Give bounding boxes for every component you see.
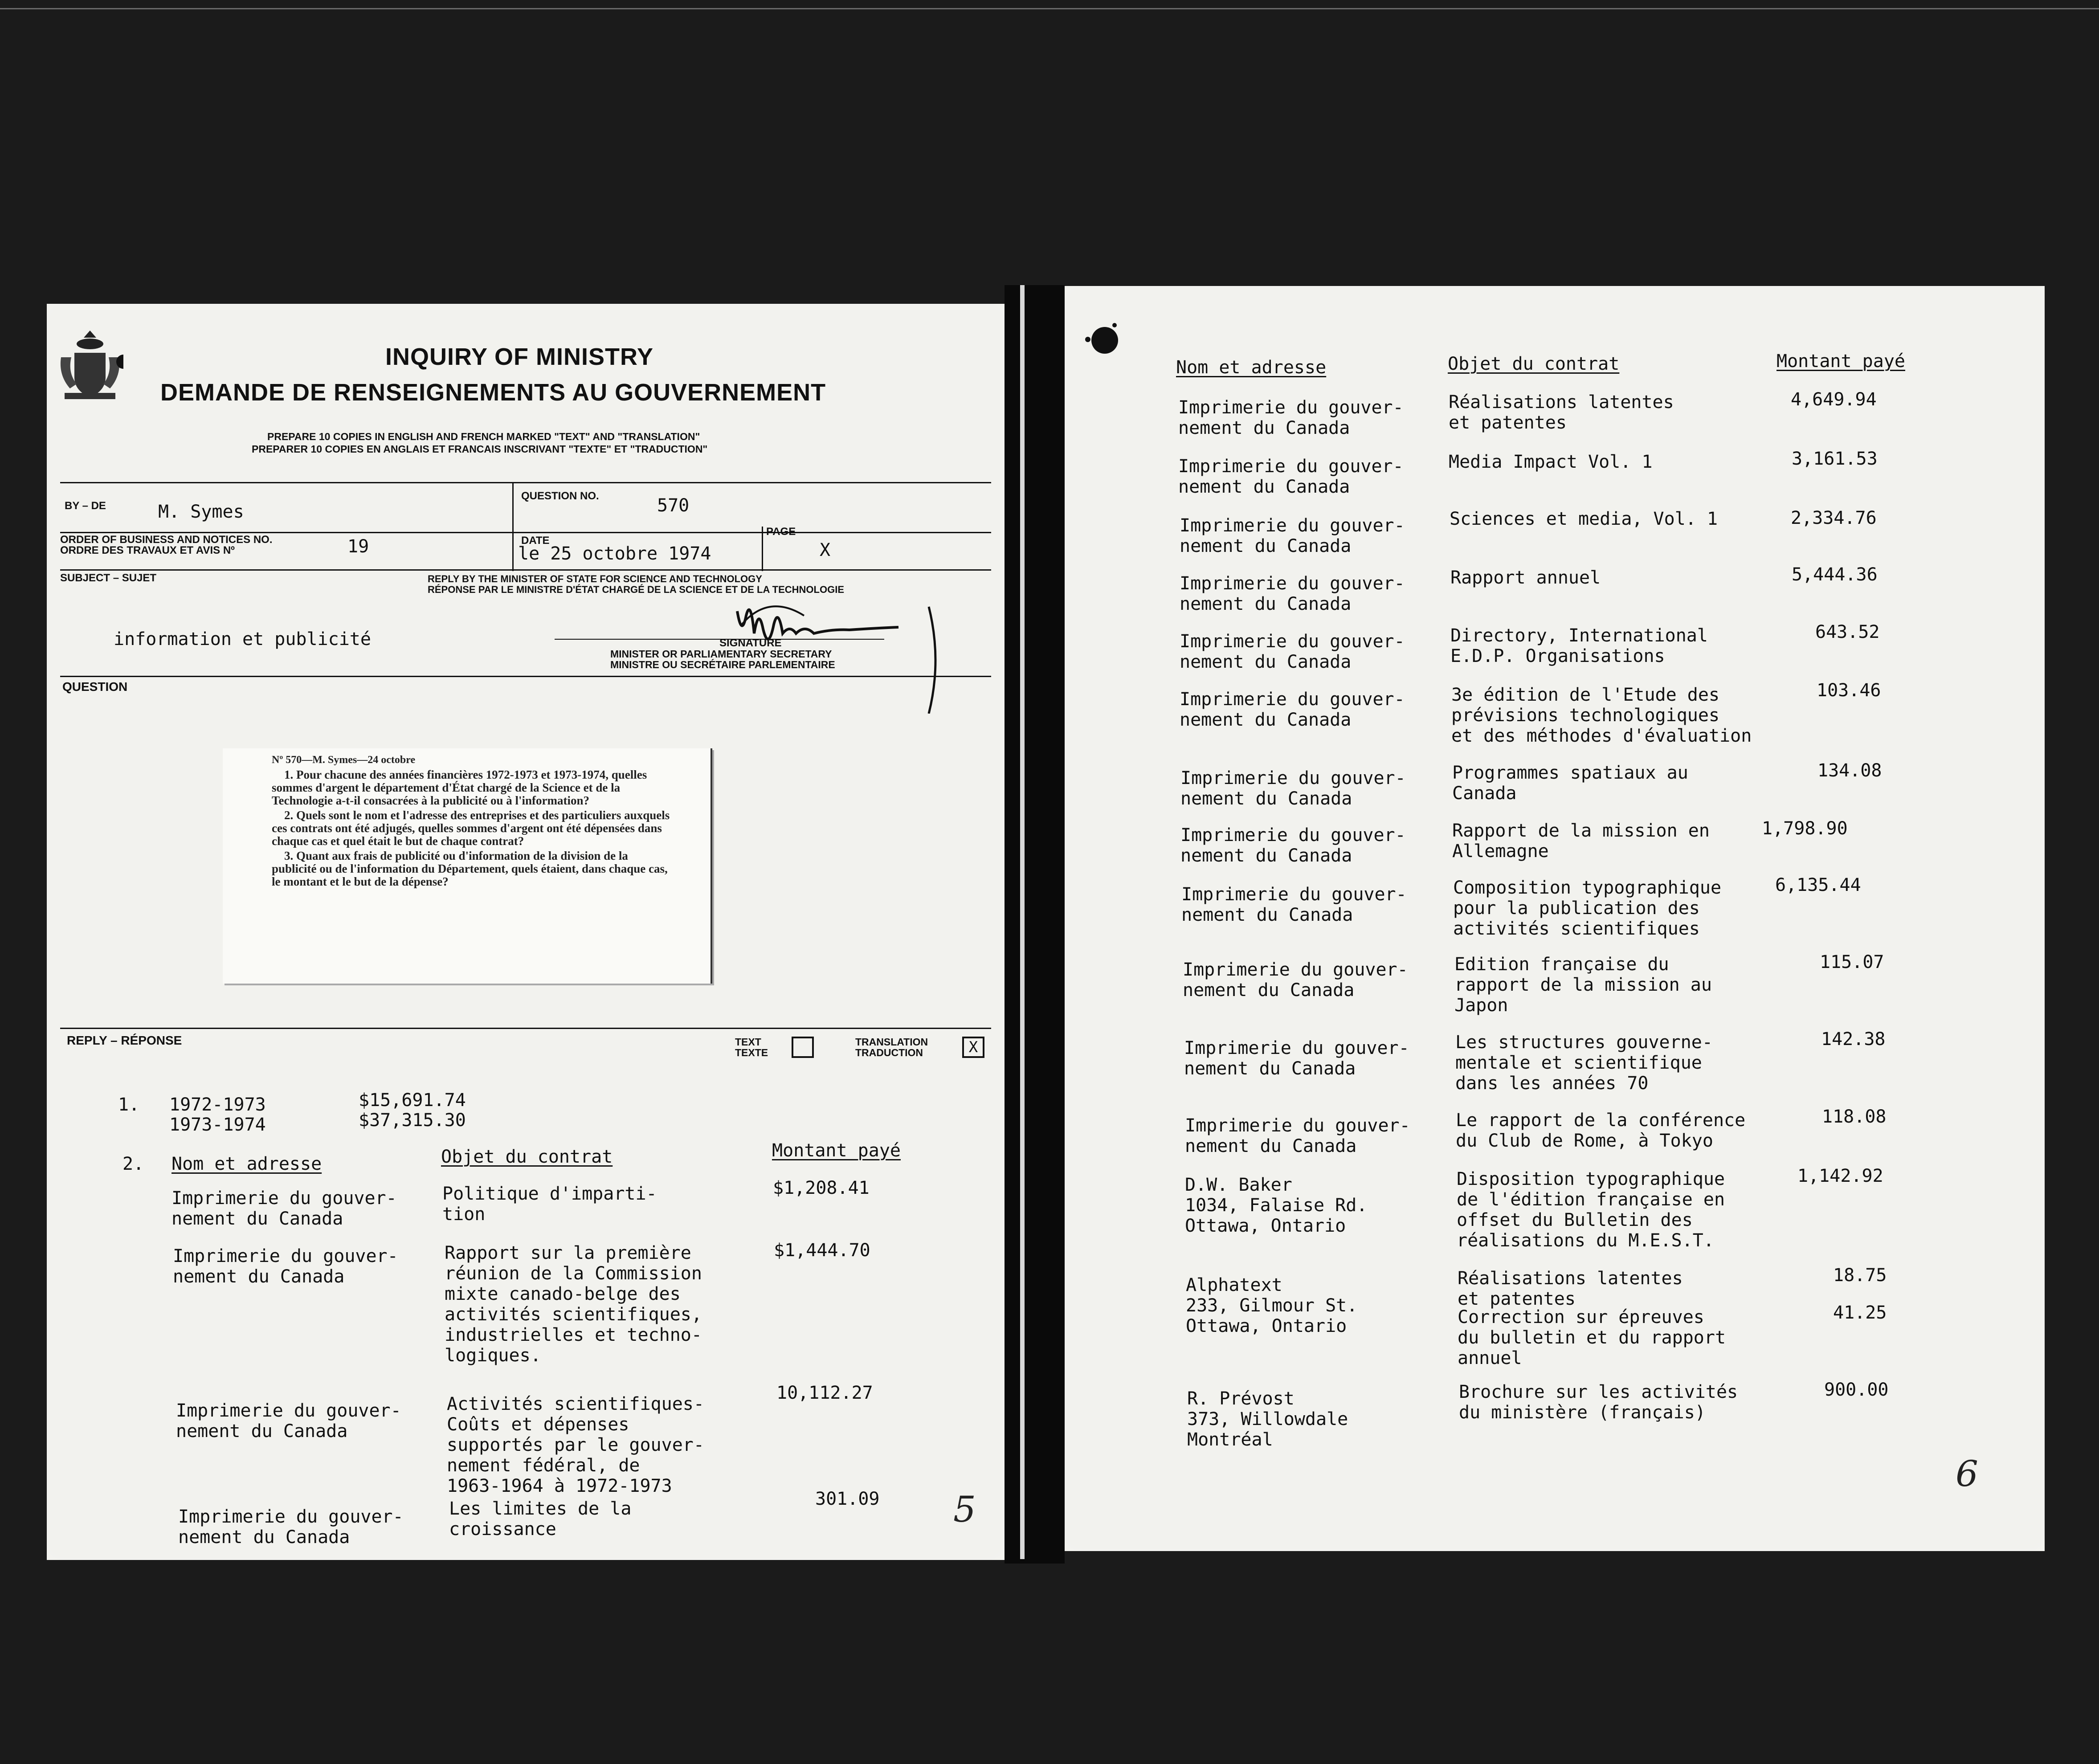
table-row-object: Media Impact Vol. 1 <box>1449 452 1653 472</box>
text-label-fr: TEXTE <box>735 1047 768 1058</box>
table-row-amount: 41.25 <box>1833 1303 1887 1323</box>
order-field: 19 <box>347 536 369 557</box>
table-row-amount: $1,208.41 <box>773 1178 870 1198</box>
clipping-heading: Nº 570—M. Symes—24 octobre <box>272 754 416 766</box>
table-row-amount: 1,142.92 <box>1797 1166 1883 1186</box>
translation-label-en: TRANSLATION <box>855 1036 928 1048</box>
table-row-name: Imprimerie du gouver- nement du Canada <box>1184 1038 1409 1079</box>
subject-field: information et publicité <box>114 629 371 649</box>
clipping-question-1: 1. Pour chacune des années financières 1972-1973 et 1973-1974, quelles sommes d'argent le département d'État chargé de la Science et de la Technologie a-t-il consacrées à la publicité ou à l'information? <box>272 768 647 807</box>
col-amount-header: Montant payé <box>772 1140 901 1161</box>
table-row-amount: 18.75 <box>1833 1265 1887 1286</box>
reply-by-fr: RÉPONSE PAR LE MINISTRE D'ÉTAT CHARGÉ DE LA SCIENCE ET DE LA TECHNOLOGIE <box>428 584 844 595</box>
table-row-name: Imprimerie du gouver- nement du Canada <box>1180 573 1405 614</box>
order-label-fr: ORDRE DES TRAVAUX ET AVIS Nº <box>60 544 235 556</box>
rule <box>60 569 991 571</box>
table-row-object: Programmes spatiaux au Canada <box>1452 763 1688 804</box>
table-row-amount: 6,135.44 <box>1775 875 1861 895</box>
rule <box>60 532 991 533</box>
text-label-en: TEXT <box>735 1036 761 1048</box>
page-gutter <box>1005 285 1065 1564</box>
table-row-object: Les structures gouverne- mentale et scientifique dans les années 70 <box>1455 1032 1713 1094</box>
table-row-name: Imprimerie du gouver- nement du Canada <box>1180 631 1405 672</box>
table-row-name: Imprimerie du gouver- nement du Canada <box>1180 515 1405 556</box>
table-row-amount: 1,798.90 <box>1762 818 1848 839</box>
table-row-name: Imprimerie du gouver- nement du Canada <box>1183 960 1408 1000</box>
item-2-number: 2. <box>123 1154 144 1174</box>
year-2: 1973-1974 <box>169 1115 266 1135</box>
table-row-amount: 115.07 <box>1820 952 1884 972</box>
page-label: PAGE <box>766 526 796 538</box>
table-row-object: Rapport sur la première réunion de la Commission mixte canado-belge des activités scientifiques, industrielles et techno- logiques. <box>445 1243 702 1366</box>
table-row-object: Brochure sur les activités du ministère (français) <box>1459 1382 1738 1423</box>
minister-fr: MINISTRE OU SECRÉTAIRE PARLEMENTAIRE <box>610 659 835 670</box>
table-row-name: Alphatext 233, Gilmour St. Ottawa, Ontario <box>1186 1275 1358 1336</box>
col-name-header: Nom et adresse <box>1176 357 1327 378</box>
instructions-fr: PREPARER 10 COPIES EN ANGLAIS ET FRANCAIS INSCRIVANT "TEXTE" ET "TRADUCTION" <box>252 443 708 455</box>
by-field: M. Symes <box>158 502 244 522</box>
table-row-object: Rapport de la mission en Allemagne <box>1452 821 1710 862</box>
rule <box>512 532 514 571</box>
rule <box>60 1028 991 1029</box>
table-row-amount: 2,334.76 <box>1791 508 1877 528</box>
item-1-number: 1. <box>118 1094 140 1115</box>
table-row-name: Imprimerie du gouver- nement du Canada <box>173 1246 398 1287</box>
reply-by-en: REPLY BY THE MINISTER OF STATE FOR SCIENCE AND TECHNOLOGY <box>428 573 762 584</box>
page-field: X <box>820 540 831 560</box>
table-row-amount: 4,649.94 <box>1791 389 1877 410</box>
col-name-header: Nom et adresse <box>172 1154 322 1174</box>
table-row-amount: $1,444.70 <box>774 1240 870 1261</box>
reply-continuation-page <box>1065 286 2045 1551</box>
rule <box>60 676 991 677</box>
table-row-amount: 5,444.36 <box>1792 564 1878 585</box>
table-row-object: Les limites de la croissance <box>449 1499 632 1539</box>
date-label: DATE <box>521 535 550 547</box>
table-row-object: Sciences et media, Vol. 1 <box>1450 509 1718 529</box>
table-row-amount: 643.52 <box>1815 622 1880 642</box>
question-clipping <box>223 748 712 984</box>
date-field: le 25 octobre 1974 <box>518 543 711 564</box>
table-row-name: Imprimerie du gouver- nement du Canada <box>1178 397 1404 438</box>
order-label-en: ORDER OF BUSINESS AND NOTICES NO. <box>60 534 273 546</box>
table-row-name: Imprimerie du gouver- nement du Canada <box>1181 884 1407 925</box>
col-amount-header: Montant payé <box>1776 351 1905 372</box>
table-row-object: Correction sur épreuves du bulletin et du rapport annuel <box>1458 1307 1726 1368</box>
table-row-object: Disposition typographique de l'édition française en offset du Bulletin des réalisations du M.E.S.T. <box>1457 1169 1725 1251</box>
question-label: QUESTION <box>62 680 128 694</box>
table-row-amount: 301.09 <box>815 1489 880 1509</box>
table-row-name: Imprimerie du gouver- nement du Canada <box>1180 825 1406 866</box>
table-row-name: Imprimerie du gouver- nement du Canada <box>178 1507 404 1548</box>
rule <box>60 482 991 483</box>
rule <box>512 482 514 535</box>
handwritten-page-number: 5 <box>953 1489 976 1530</box>
table-row-name: Imprimerie du gouver- nement du Canada <box>1180 768 1406 809</box>
amount-2: $37,315.30 <box>359 1110 466 1131</box>
table-row-amount: 900.00 <box>1824 1380 1889 1400</box>
clipping-question-2: 2. Quels sont le nom et l'adresse des entreprises et des particuliers auxquels ces contrats ont été adjugés, quelles sommes d'argent ont été dépensées dans chaque cas et quel était le but de chaque contrat? <box>272 808 670 848</box>
signature-label: SIGNATURE <box>719 637 782 649</box>
table-row-name: R. Prévost 373, Willowdale Montréal <box>1187 1388 1348 1450</box>
table-row-object: Edition française du rapport de la mission au Japon <box>1454 954 1712 1016</box>
table-row-name: Imprimerie du gouver- nement du Canada <box>176 1401 401 1441</box>
inquiry-form-page <box>47 304 1005 1560</box>
table-row-amount: 3,161.53 <box>1792 449 1878 469</box>
reply-label: REPLY – RÉPONSE <box>67 1033 182 1047</box>
table-row-name: D.W. Baker 1034, Falaise Rd. Ottawa, Ontario <box>1185 1175 1368 1236</box>
minister-en: MINISTER OR PARLIAMENTARY SECRETARY <box>610 648 832 660</box>
question-no-label: QUESTION NO. <box>521 490 599 502</box>
form-title-fr: DEMANDE DE RENSEIGNEMENTS AU GOUVERNEMENT <box>160 379 826 406</box>
table-row-amount: 103.46 <box>1817 680 1881 701</box>
handwritten-page-number: 6 <box>1956 1453 1978 1494</box>
table-row-name: Imprimerie du gouver- nement du Canada <box>172 1188 397 1229</box>
subject-label: SUBJECT – SUJET <box>60 572 157 584</box>
table-row-object: Réalisations latentes et patentes <box>1458 1268 1683 1309</box>
table-row-name: Imprimerie du gouver- nement du Canada <box>1180 689 1405 730</box>
table-row-object: Le rapport de la conférence du Club de Rome, à Tokyo <box>1456 1110 1746 1151</box>
table-row-amount: 142.38 <box>1821 1029 1886 1049</box>
table-row-object: Politique d'imparti- tion <box>442 1184 657 1225</box>
table-row-object: Composition typographique pour la publication des activités scientifiques <box>1453 878 1722 939</box>
ink-blot-icon <box>1082 322 1123 357</box>
question-no-field: 570 <box>657 495 690 516</box>
table-row-object: 3e édition de l'Etude des prévisions technologiques et des méthodes d'évaluation <box>1451 685 1752 746</box>
rule <box>762 527 763 571</box>
table-row-amount: 10,112.27 <box>776 1383 873 1403</box>
col-object-header: Objet du contrat <box>1448 354 1620 374</box>
translation-label-fr: TRADUCTION <box>855 1047 923 1058</box>
canada-coat-of-arms-icon <box>57 326 123 406</box>
col-object-header: Objet du contrat <box>441 1147 613 1167</box>
table-row-object: Directory, International E.D.P. Organisations <box>1450 625 1708 666</box>
text-checkbox[interactable] <box>792 1037 814 1058</box>
table-row-name: Imprimerie du gouver- nement du Canada <box>1185 1115 1410 1156</box>
amount-1: $15,691.74 <box>359 1090 466 1111</box>
table-row-object: Rapport annuel <box>1450 568 1601 588</box>
year-1: 1972-1973 <box>169 1094 266 1115</box>
by-label: BY – DE <box>65 500 106 512</box>
table-row-amount: 118.08 <box>1822 1107 1887 1127</box>
form-title-en: INQUIRY OF MINISTRY <box>385 343 654 370</box>
instructions-en: PREPARE 10 COPIES IN ENGLISH AND FRENCH MARKED "TEXT" AND "TRANSLATION" <box>267 431 700 442</box>
clipping-question-3: 3. Quant aux frais de publicité ou d'information de la division de la publicité ou de l'information du Département, quels étaient, dans chaque cas, le montant et le but de la dépense? <box>272 849 668 888</box>
table-row-object: Réalisations latentes et patentes <box>1449 392 1674 433</box>
table-row-amount: 134.08 <box>1817 760 1882 781</box>
film-edge-line <box>0 8 2099 9</box>
table-row-object: Activités scientifiques- Coûts et dépenses supportés par le gouver- nement fédéral, de 1963-1964 à 1972-1973 <box>447 1394 704 1496</box>
gutter-edge <box>1020 285 1025 1559</box>
translation-checkbox[interactable]: X <box>962 1037 984 1058</box>
table-row-name: Imprimerie du gouver- nement du Canada <box>1178 456 1404 497</box>
